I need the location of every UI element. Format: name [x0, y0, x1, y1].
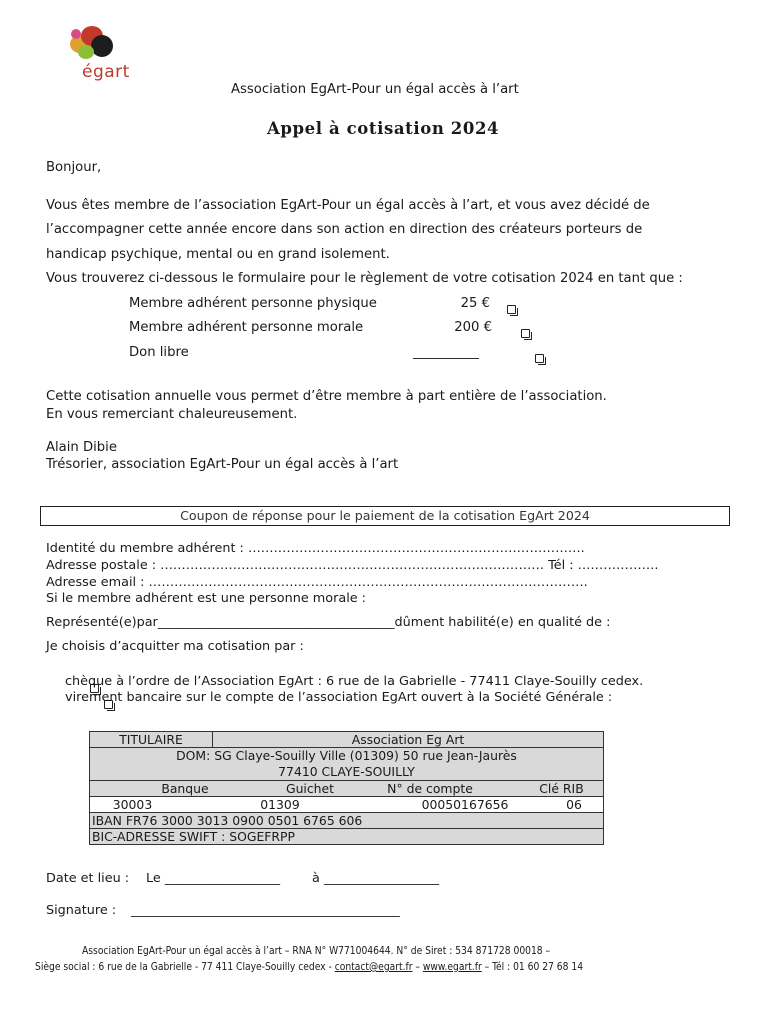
footer-website-link[interactable]: www.egart.fr: [422, 962, 482, 973]
option-amount-blank[interactable]: __________: [413, 345, 479, 360]
email-field[interactable]: Adresse email : ………………………………………………………………………………………….: [46, 575, 588, 590]
association-heading: Association EgArt-Pour un égal accès à l’art: [231, 82, 519, 97]
paragraph-line: handicap psychique, mental ou en grand isolement.: [46, 247, 390, 262]
rib-key: 06: [566, 797, 582, 812]
date-field[interactable]: Le __________________: [146, 871, 281, 886]
bank-code: 30003: [112, 797, 153, 812]
place-field[interactable]: à __________________: [312, 871, 440, 886]
titulaire-label: TITULAIRE: [90, 732, 213, 748]
signer-role: Trésorier, association EgArt-Pour un égal accès à l’art: [46, 457, 399, 472]
represented-field[interactable]: Représenté(e)par_____________________________________dûment habilité(e) en qualité de :: [46, 615, 611, 630]
closing-line: En vous remerciant chaleureusement.: [46, 407, 298, 422]
date-label: Date et lieu :: [46, 871, 130, 886]
logo-brand: égart: [82, 62, 130, 82]
option-amount: 25 €: [460, 296, 490, 311]
bank-header: N° de compte: [387, 781, 473, 796]
account-number: 00050167656: [421, 797, 509, 812]
paragraph-line: Vous trouverez ci-dessous le formulaire pour le règlement de votre cotisation 2024 en tant que :: [46, 271, 683, 286]
option-label: Membre adhérent personne morale: [129, 320, 364, 335]
bank-header: Banque: [161, 781, 209, 796]
signature-field[interactable]: __________________________________________: [131, 903, 400, 918]
coupon-title: Coupon de réponse pour le paiement de la cotisation EgArt 2024: [40, 506, 730, 526]
option-checkbox[interactable]: [507, 305, 516, 314]
option-amount: 200 €: [454, 320, 492, 335]
bank-values-row: [90, 797, 604, 813]
domiciliation-line: DOM: SG Claye-Souilly Ville (01309) 50 rue Jean-Jaurès: [176, 748, 517, 763]
bank-header: Guichet: [285, 781, 335, 796]
signature-label: Signature :: [46, 903, 117, 918]
option-label: Membre adhérent personne physique: [129, 296, 377, 311]
option-label: Don libre: [129, 345, 189, 360]
paragraph-line: Vous êtes membre de l’association EgArt-Pour un égal accès à l’art, et vous avez décidé de: [46, 198, 650, 213]
payment-choice-label: Je choisis d’acquitter ma cotisation par :: [46, 639, 304, 654]
guichet-code: 01309: [260, 797, 300, 812]
identity-field[interactable]: Identité du membre adhérent : …………………………………………………………………….: [46, 541, 585, 556]
domiciliation-line: 77410 CLAYE-SOUILLY: [278, 764, 415, 779]
option-checkbox[interactable]: [535, 354, 544, 363]
cheque-label: chèque à l’ordre de l’Association EgArt : 6 rue de la Gabrielle - 77411 Claye-Souilly cedex.: [65, 674, 644, 689]
paragraph-line: l’accompagner cette année encore dans son action en direction des créateurs porteurs de: [46, 222, 643, 237]
domiciliation: [90, 748, 604, 781]
footer-line: [35, 962, 583, 973]
footer-address: Siège social : 6 rue de la Gabrielle - 77 411 Claye-Souilly cedex -: [35, 962, 335, 973]
footer-separator: –: [412, 962, 423, 973]
footer-email-link[interactable]: contact@egart.fr: [334, 962, 413, 973]
virement-label: virement bancaire sur le compte de l’association EgArt ouvert à la Société Générale :: [65, 690, 613, 705]
bank-details-table: [89, 731, 604, 845]
titulaire-value: Association Eg Art: [213, 732, 604, 748]
moral-person-label: Si le membre adhérent est une personne morale :: [46, 591, 366, 606]
footer-phone: – Tél : 01 60 27 68 14: [481, 962, 584, 973]
closing-line: Cette cotisation annuelle vous permet d’être membre à part entière de l’association.: [46, 389, 607, 404]
signer-name: Alain Dibie: [46, 440, 117, 455]
bank-header: Clé RIB: [539, 781, 584, 796]
option-checkbox[interactable]: [521, 329, 530, 338]
egart-logo: [48, 22, 148, 96]
bank-header-row: [90, 781, 604, 797]
greeting: Bonjour,: [46, 160, 102, 175]
bic: BIC-ADRESSE SWIFT : SOGEFRPP: [90, 829, 604, 845]
iban: IBAN FR76 3000 3013 0900 0501 6765 606: [90, 813, 604, 829]
page-title: Appel à cotisation 2024: [267, 119, 500, 138]
address-field[interactable]: Adresse postale : ……………………………………………………………………………… Tél : ……………….: [46, 558, 659, 573]
footer-line: Association EgArt-Pour un égal accès à l’art – RNA N° W771004644. N° de Siret : 534 871728 00018 –: [82, 946, 551, 957]
